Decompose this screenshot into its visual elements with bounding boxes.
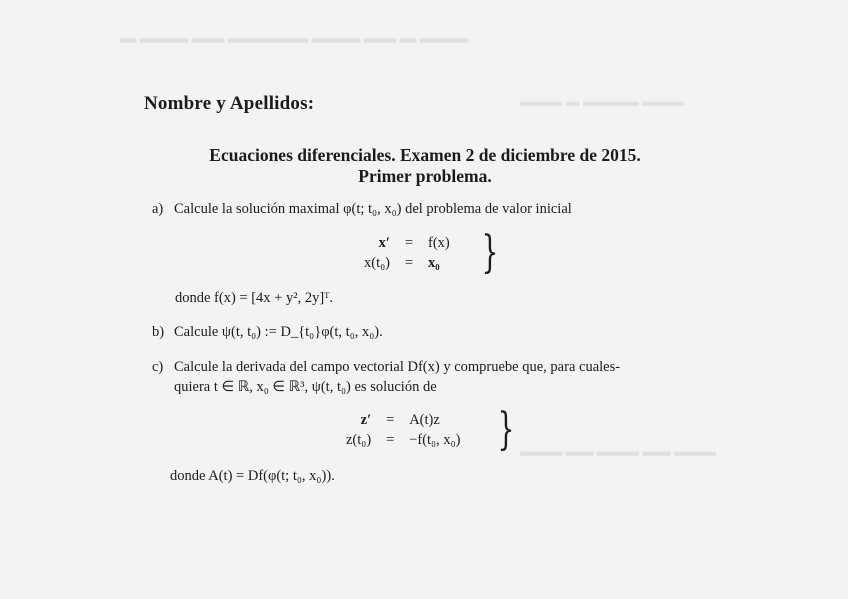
item-c-text-line-2: quiera t ∈ ℝ, x₀ ∈ ℝ³, ψ(t, t₀) es solución de	[174, 379, 437, 395]
name-label: Nombre y Apellidos:	[144, 93, 315, 114]
equation-rhs: A(t)z	[409, 412, 440, 428]
equation-eq: =	[404, 255, 414, 271]
equation-rhs: −f(t₀, x₀)	[409, 432, 461, 448]
system-a-row	[360, 253, 454, 273]
title-line-1: Ecuaciones diferenciales. Examen 2 de diciembre de 2015.	[209, 145, 641, 165]
item-a	[152, 201, 572, 218]
item-c	[152, 357, 620, 397]
item-c-text-line-1: Calcule la derivada del campo vectorial Df(x) y compruebe que, para cuales-	[174, 359, 621, 375]
equation-eq: =	[404, 235, 414, 251]
system-a	[360, 233, 454, 273]
system-a-row	[360, 233, 454, 253]
item-a-text: Calcule la solución maximal φ(t; t₀, x₀) del problema de valor inicial	[174, 201, 572, 217]
right-brace-icon: }	[497, 404, 515, 455]
system-c-row	[342, 430, 465, 450]
equation-rhs: f(x)	[428, 235, 450, 251]
exam-title	[150, 145, 700, 187]
item-b	[152, 324, 383, 341]
bleed-through-decoration: ▬▬▬ ▬▬ ▬▬▬ ▬▬ ▬▬▬	[520, 445, 716, 460]
item-c-where: donde A(t) = Df(φ(t; t₀, x₀)).	[170, 468, 335, 484]
equation-eq: =	[386, 432, 395, 448]
bleed-through-decoration: ▬▬▬ ▬ ▬▬▬▬ ▬▬▬	[520, 95, 685, 110]
item-b-text: Calcule ψ(t, t₀) := D_{t₀}φ(t, t₀, x₀).	[174, 324, 383, 340]
equation-lhs: x′	[378, 235, 390, 251]
bleed-through-decoration: ▬ ▬▬▬ ▬▬ ▬▬▬▬▬ ▬▬▬ ▬▬ ▬ ▬▬▬	[120, 30, 468, 47]
item-a-label: a)	[152, 201, 164, 217]
equation-eq: =	[386, 412, 395, 428]
system-c-row	[342, 410, 465, 430]
equation-lhs: z(t₀)	[346, 432, 372, 448]
right-brace-icon: }	[481, 227, 499, 278]
item-c-label: c)	[152, 359, 164, 375]
item-a-where: donde f(x) = [4x + y², 2y]ᵀ.	[175, 290, 334, 306]
system-c	[342, 410, 465, 450]
equation-lhs: x(t₀)	[364, 255, 390, 271]
equation-lhs: z′	[360, 412, 372, 428]
title-line-2: Primer problema.	[358, 166, 492, 186]
equation-rhs: x₀	[428, 255, 440, 271]
item-b-label: b)	[152, 324, 165, 340]
